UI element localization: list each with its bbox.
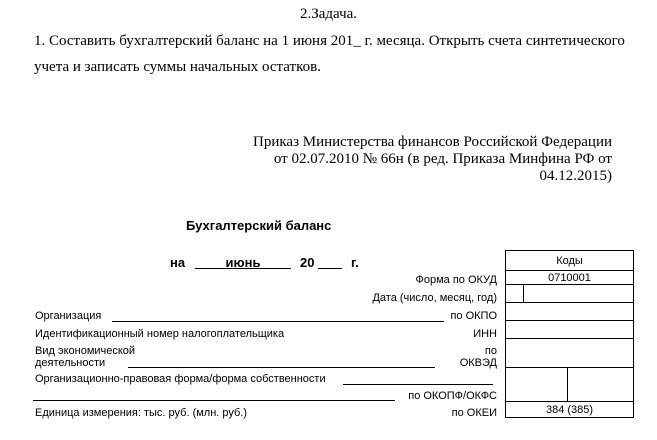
order-reference-line-3: 04.12.2015) (539, 168, 612, 184)
month-value: июнь (225, 255, 261, 270)
unit-label: Единица измерения: тыс. руб. (млн. руб.) (35, 407, 248, 419)
order-reference-line-1: Приказ Министерства финансов Российской Федерации (252, 134, 612, 150)
okopf-code-cell[interactable] (506, 368, 568, 401)
activity-label: Вид экономической (35, 345, 136, 357)
inn-code-cell[interactable] (506, 321, 634, 339)
date-month-year-cell[interactable] (524, 285, 634, 303)
okud-label: Форма по ОКУД (415, 274, 497, 286)
date-day-cell[interactable] (506, 285, 524, 303)
okopf-label: по ОКОПФ/ОКФС (408, 390, 497, 402)
inn-code-label: ИНН (473, 328, 497, 340)
legal-form-underline-2 (33, 400, 395, 401)
task-heading: 2.Задача. (299, 6, 358, 22)
codes-table (505, 250, 634, 418)
okei-label: по ОКЕИ (451, 407, 497, 419)
year-underline (318, 268, 342, 269)
okpo-label: по ОКПО (450, 310, 497, 322)
okopf-okfs-cell (506, 368, 634, 402)
task-text-line-2: учета и записать суммы начальных остатков. (34, 59, 321, 75)
okved-label-2: ОКВЭД (459, 357, 497, 369)
order-reference-line-2: от 02.07.2010 № 66н (в ред. Приказа Минфина РФ от (273, 151, 612, 167)
year-suffix: г. (351, 255, 359, 270)
organization-label: Организация (35, 310, 102, 322)
activity-underline (128, 367, 435, 368)
activity-label-2: деятельности (35, 357, 106, 369)
inn-label: Идентификационный номер налогоплательщика (35, 328, 285, 340)
okved-code-cell[interactable] (506, 339, 634, 368)
codes-header: Коды (506, 251, 634, 271)
okei-code-cell[interactable]: 384 (385) (506, 402, 634, 418)
year-prefix: 20 (300, 255, 315, 270)
task-text-line-1: 1. Составить бухгалтерский баланс на 1 июня 201_ г. месяца. Открыть счета синтетического (34, 33, 625, 49)
okpo-code-cell[interactable] (506, 303, 634, 321)
balance-sheet-title: Бухгалтерский баланс (186, 218, 332, 233)
organization-underline (112, 321, 444, 322)
date-code-label: Дата (число, месяц, год) (372, 292, 497, 304)
okud-code-cell[interactable]: 0710001 (506, 271, 634, 285)
okved-label: по (484, 345, 497, 357)
date-prefix: на (170, 255, 186, 270)
legal-form-label: Организационно-правовая форма/форма собственности (35, 373, 326, 385)
okfs-code-cell[interactable] (568, 368, 633, 401)
legal-form-underline-1 (343, 384, 493, 385)
